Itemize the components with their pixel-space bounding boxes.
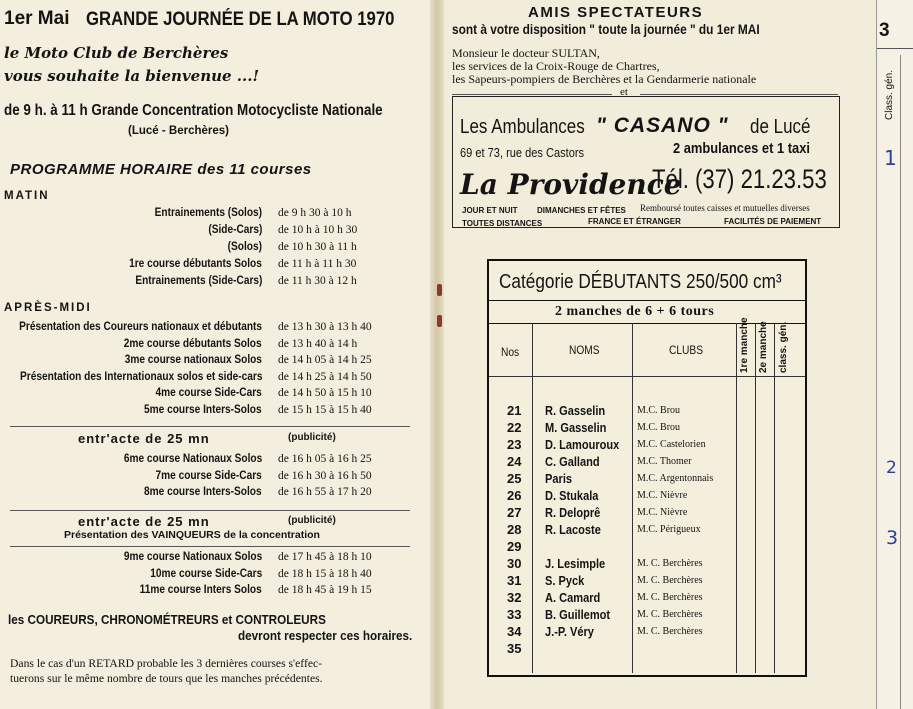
row-club: M.C. Nièvre <box>637 490 688 501</box>
row-club: M.C. Brou <box>637 422 681 433</box>
row-name: D. Lamouroux <box>545 437 620 452</box>
table-row <box>489 437 805 454</box>
row-club: M.C. Castelorien <box>637 439 706 450</box>
schedule-event: 11me course Inters Solos <box>139 584 262 596</box>
strip-header: Class. gén. <box>884 69 895 120</box>
schedule-row <box>0 453 430 469</box>
schedule-row <box>0 258 430 274</box>
welcome-line-2: vous souhaite la bienvenue ...! <box>4 67 260 85</box>
row-name: J.-P. Véry <box>545 624 594 639</box>
row-club: M.C. Brou <box>637 405 681 416</box>
row-number: 28 <box>507 522 522 537</box>
row-number: 22 <box>507 420 522 435</box>
row-name: Paris <box>545 471 573 486</box>
row-club: M.C. Périgueux <box>637 524 701 535</box>
schedule-event: (Side-Cars) <box>208 224 262 236</box>
table-row <box>489 573 805 590</box>
table-row <box>489 488 805 505</box>
retard-line-2: tuerons sur le même nombre de tours que les manches précédentes. <box>10 671 323 685</box>
row-club: M.C. Thomer <box>637 456 692 467</box>
schedule-time: de 15 h 15 à 15 h 40 <box>278 403 372 416</box>
row-club: M.C. Nièvre <box>637 507 688 518</box>
concentration-place: (Lucé - Berchères) <box>128 125 229 137</box>
ambulance-prefix: Les Ambulances <box>460 116 585 138</box>
row-number: 29 <box>507 539 522 554</box>
table-row <box>489 539 805 556</box>
service-3: Remboursé toutes caisses et mutuelles diverses <box>640 203 810 213</box>
table-row <box>489 454 805 471</box>
entracte-2-note: (publicité) <box>288 515 336 526</box>
table-row <box>489 403 805 420</box>
row-name: S. Pyck <box>545 573 585 588</box>
rules-line-2: devront respecter ces horaires. <box>238 628 413 643</box>
table-row <box>489 420 805 437</box>
schedule-row <box>0 470 430 486</box>
row-name: A. Camard <box>545 590 601 605</box>
row-number: 32 <box>507 590 522 605</box>
staple <box>437 284 442 296</box>
header-rule <box>489 376 805 377</box>
schedule-row <box>0 321 430 337</box>
row-number: 26 <box>507 488 522 503</box>
schedule-event: 7me course Side-Cars <box>155 469 262 482</box>
divider <box>10 510 410 511</box>
entracte-2-title: entr'acte de 25 mn <box>78 514 210 529</box>
row-number: 33 <box>507 607 522 622</box>
schedule-row <box>0 486 430 502</box>
schedule-time: de 17 h 45 à 18 h 10 <box>278 551 372 563</box>
thanks-line-1: Monsieur le docteur SULTAN, <box>452 46 600 60</box>
schedule-time: de 14 h 25 à 14 h 50 <box>278 370 372 383</box>
strip-page-number: 3 <box>879 20 890 41</box>
schedule-row <box>0 224 430 240</box>
row-club: M. C. Berchères <box>637 558 703 569</box>
schedule-row <box>0 241 430 257</box>
ambulance-brand: " CASANO " <box>596 114 729 137</box>
row-name: D. Stukala <box>545 488 599 503</box>
schedule-row <box>0 354 430 370</box>
divider <box>640 94 838 95</box>
handwritten-mark-2: 2 <box>886 458 897 478</box>
schedule-row <box>0 568 430 584</box>
col-nos: Nos <box>501 345 520 359</box>
providence-logo: La Providence <box>460 168 682 201</box>
schedule-time: de 16 h 55 à 17 h 20 <box>278 486 372 498</box>
schedule-event: (Solos) <box>227 241 262 253</box>
row-name: J. Lesimple <box>545 556 606 571</box>
strip-column-line <box>900 55 901 709</box>
headline: GRANDE JOURNÉE DE LA MOTO 1970 <box>86 9 395 30</box>
thanks-line-2: les services de la Croix-Rouge de Chartres, <box>452 59 660 73</box>
row-number: 24 <box>507 454 522 469</box>
schedule-row <box>0 275 430 291</box>
schedule-time: de 10 h 30 à 11 h <box>278 241 357 253</box>
schedule-time: de 14 h 50 à 15 h 10 <box>278 387 372 399</box>
et-label: et <box>620 86 628 98</box>
welcome-line-1: le Moto Club de Berchères <box>4 44 229 62</box>
retard-line-1: Dans le cas d'un RETARD probable les 3 dernières courses s'effec- <box>10 656 323 670</box>
divider <box>10 426 410 427</box>
staple <box>437 315 442 327</box>
schedule-time: de 16 h 30 à 16 h 50 <box>278 469 372 482</box>
table-row <box>489 624 805 641</box>
schedule-time: de 11 h 30 à 12 h <box>278 275 357 287</box>
col-clubs: CLUBS <box>669 343 704 357</box>
schedule-time: de 10 h à 10 h 30 <box>278 224 358 236</box>
entracte-2-sub: Présentation des VAINQUEURS de la concentration <box>64 529 320 541</box>
schedule-time: de 14 h 05 à 14 h 25 <box>278 354 372 366</box>
table-rule <box>489 300 805 301</box>
col-manche-2: 2e manche <box>758 321 769 373</box>
table-row <box>489 641 805 658</box>
schedule-row <box>0 551 430 567</box>
ambulance-phone: Tél. (37) 21.23.53 <box>652 164 827 194</box>
results-table <box>487 259 807 677</box>
service-4: TOUTES DISTANCES <box>462 219 543 228</box>
schedule-row <box>0 207 430 223</box>
row-number: 25 <box>507 471 522 486</box>
row-number: 30 <box>507 556 522 571</box>
service-2: DIMANCHES ET FÊTES <box>537 206 626 215</box>
ambulance-suffix: de Lucé <box>750 116 811 138</box>
thanks-line-3: les Sapeurs-pompiers de Berchères et la Gendarmerie nationale <box>452 72 757 86</box>
schedule-event: 2me course débutants Solos <box>124 337 262 350</box>
schedule-event: 5me course Inters-Solos <box>144 403 262 416</box>
headline-prefix: 1er Mai <box>4 8 70 29</box>
schedule-event: 6me course Nationaux Solos <box>123 453 262 465</box>
row-number: 34 <box>507 624 522 639</box>
strip-rule <box>877 48 913 49</box>
amis-title: AMIS SPECTATEURS <box>528 4 704 21</box>
entracte-1-title: entr'acte de 25 mn <box>78 431 210 446</box>
schedule-event: 9me course Nationaux Solos <box>123 551 262 563</box>
schedule-event: 1re course débutants Solos <box>129 258 262 270</box>
schedule-row <box>0 338 430 354</box>
row-name: C. Galland <box>545 454 600 469</box>
handwritten-mark-3: 3 <box>886 527 899 549</box>
divider <box>10 546 410 547</box>
rules-line-1: les COUREURS, CHRONOMÉTREURS et CONTROLEURS <box>8 612 326 627</box>
row-club: M. C. Berchères <box>637 592 703 603</box>
row-club: M. C. Berchères <box>637 575 703 586</box>
page-fold <box>430 0 444 709</box>
schedule-event: Présentation des Internationaux solos et side-cars <box>19 370 262 383</box>
table-title: Catégorie DÉBUTANTS 250/500 cm³ <box>499 271 782 293</box>
col-class-gen: class. gén. <box>778 321 789 373</box>
schedule-time: de 13 h 40 à 14 h <box>278 337 358 350</box>
handwritten-mark-1: 1 <box>884 146 897 170</box>
schedule-row <box>0 371 430 387</box>
service-6: FACILITÉS DE PAIEMENT <box>724 217 822 226</box>
col-manche-1: 1re manche <box>739 317 750 373</box>
table-row <box>489 556 805 573</box>
schedule-event: Entrainements (Solos) <box>154 207 262 219</box>
row-number: 23 <box>507 437 522 452</box>
schedule-row <box>0 584 430 600</box>
row-number: 31 <box>507 573 522 588</box>
schedule-row <box>0 387 430 403</box>
row-name: M. Gasselin <box>545 420 607 435</box>
schedule-event: Présentation des Coureurs nationaux et débutants <box>19 321 262 333</box>
row-name: R. Gasselin <box>545 403 606 418</box>
col-noms: NOMS <box>569 343 600 357</box>
schedule-time: de 18 h 15 à 18 h 40 <box>278 567 372 580</box>
schedule-event: 10me course Side-Cars <box>150 567 262 580</box>
schedule-time: de 9 h 30 à 10 h <box>278 207 352 219</box>
row-club: M. C. Berchères <box>637 609 703 620</box>
row-name: B. Guillemot <box>545 607 611 622</box>
matin-label: MATIN <box>4 190 50 202</box>
service-1: JOUR ET NUIT <box>462 206 518 215</box>
schedule-time: de 13 h 30 à 13 h 40 <box>278 321 372 333</box>
schedule-time: de 11 h à 11 h 30 <box>278 258 357 270</box>
divider <box>452 94 612 95</box>
amis-subtitle: sont à votre disposition " toute la journée " du 1er MAI <box>452 22 760 37</box>
concentration-line: de 9 h. à 11 h Grande Concentration Motocycliste Nationale <box>4 102 383 119</box>
row-number: 21 <box>507 403 522 418</box>
row-name: R. Lacoste <box>545 522 601 537</box>
table-row <box>489 522 805 539</box>
table-row <box>489 607 805 624</box>
row-number: 35 <box>507 641 522 656</box>
apres-midi-label: APRÈS-MIDI <box>4 302 92 314</box>
schedule-event: 4me course Side-Cars <box>155 387 262 399</box>
table-subtitle: 2 manches de 6 + 6 tours <box>555 304 715 319</box>
programme-title: PROGRAMME HORAIRE des 11 courses <box>10 161 312 178</box>
schedule-event: 3me course nationaux Solos <box>124 354 262 366</box>
table-row <box>489 471 805 488</box>
ambulance-address: 69 et 73, rue des Castors <box>460 145 585 160</box>
schedule-time: de 16 h 05 à 16 h 25 <box>278 453 372 465</box>
service-5: FRANCE ET ÉTRANGER <box>588 217 681 226</box>
row-club: M.C. Argentonnais <box>637 473 714 484</box>
schedule-row <box>0 404 430 420</box>
row-name: R. Deloprê <box>545 505 601 520</box>
schedule-time: de 18 h 45 à 19 h 15 <box>278 584 372 596</box>
row-club: M. C. Berchères <box>637 626 703 637</box>
table-row <box>489 590 805 607</box>
schedule-event: Entrainements (Side-Cars) <box>134 275 262 287</box>
table-row <box>489 505 805 522</box>
entracte-1-note: (publicité) <box>288 432 336 443</box>
schedule-event: 8me course Inters-Solos <box>144 486 262 498</box>
row-number: 27 <box>507 505 522 520</box>
ambulance-fleet: 2 ambulances et 1 taxi <box>673 140 810 157</box>
